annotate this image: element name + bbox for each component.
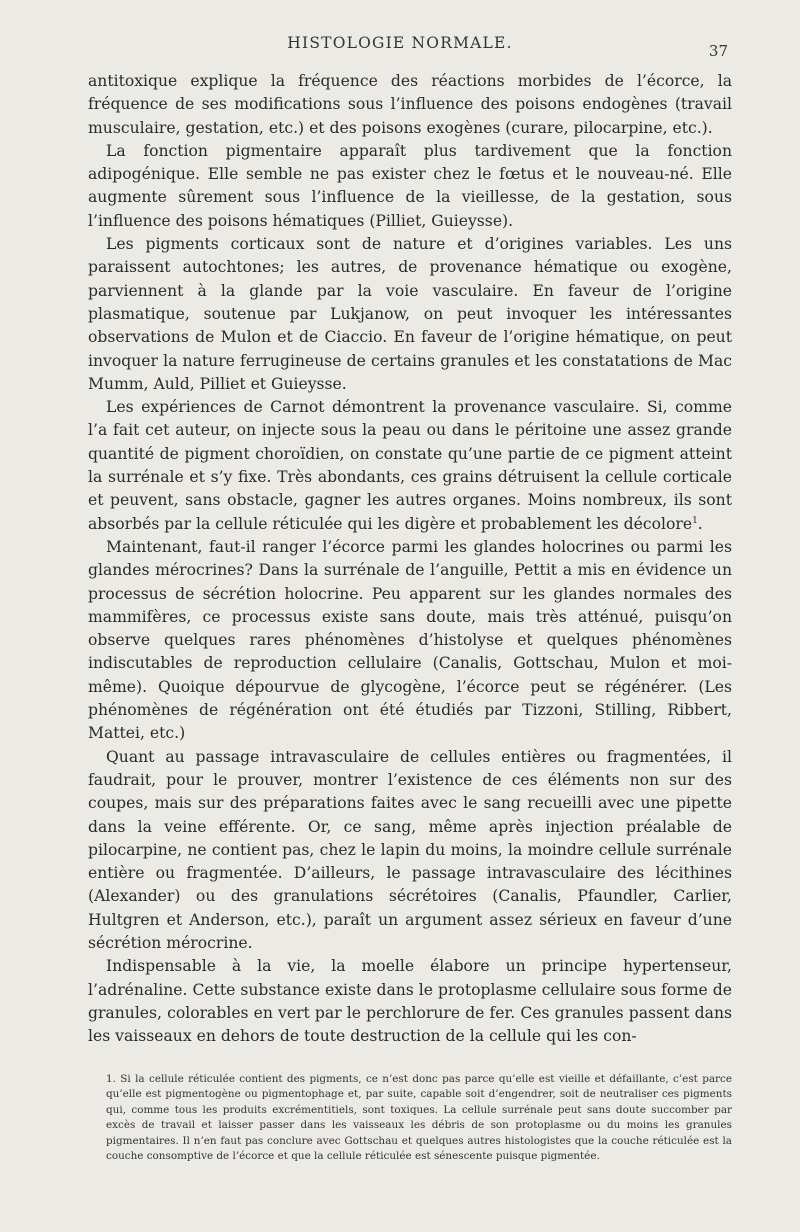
paragraph-6: Quant au passage intravasculaire de cellules entières ou fragmentées, il faudrait, pour le prouver, montrer l’existence de ces éléments non sur des coupes, mais sur des préparations faites avec le sang recueilli avec une pipette dans la veine efférente. Or, ce sang, même après injection préalable de pilocarpine, ne contient pas, chez le lapin du moins, la moindre cellule surrénale entière ou fragmentée. D’ailleurs, le passage intravasculaire des lécithines (Alexander) ou des granulations sécrétoires (Canalis, Pfaundler, Carlier, Hultgren et Anderson, etc.), paraît un argument assez sérieux en faveur d’une sécrétion mérocrine. bbox=[88, 747, 732, 952]
paragraph-4-end: . bbox=[697, 514, 703, 533]
paragraph-7: Indispensable à la vie, la moelle élabore un principe hypertenseur, l’adrénaline. Cette substance existe dans le protoplasme cellulaire sous forme de granules, colorables en vert par le perchlorure de fer. Ces granules passent dans les vaisseaux en dehors de toute destruction de la cellule qui les con- bbox=[88, 957, 732, 1046]
paragraph-5: Maintenant, faut-il ranger l’écorce parmi les glandes holocrines ou parmi les glandes mérocrines? Dans la surrénale de l’anguille, Pettit a mis en évidence un processus de sécrétion holocrine. Peu apparent sur les glandes normales des mammifères, ce processus existe sans doute, mais très atténué, puisqu’on observe quelques rares phénomènes d’histolyse et quelques phénomènes indiscutables de reproduction cellulaire (Canalis, Gottschau, Mulon et moi-même). Quoique dépourvue de glycogène, l’écorce peut se régénérer. (Les phénomènes de régénération ont été étudiés par Tizzoni, Stilling, Ribbert, Mattei, etc.) bbox=[88, 537, 732, 743]
running-title: HISTOLOGIE NORMALE. bbox=[287, 34, 513, 52]
paragraph-2: La fonction pigmentaire apparaît plus tardivement que la fonction adipogénique. Elle semble ne pas exister chez le fœtus et le nouveau-né. Elle augmente sûrement sous l’influence de la vieillesse, de la gestation, sous l’influence des poisons hématiques (Pilliet, Guieysse). bbox=[88, 141, 732, 230]
footnote: 1. Si la cellule réticulée contient des pigments, ce n’est donc pas parce qu’elle est vieille et défaillante, c’est parce qu’elle est pigmentogène ou pigmentophage et, par suite, capable soit d’engendrer, soit de neutraliser ces pigments qui, comme tous les produits excrémentitiels, sont toxiques. La cellule surrénale peut sans doute succomber par excès de travail et laisser passer dans les vaisseaux les débris de son protoplasme ou du moins les granules pigmentaires. Il n’en faut pas conclure avec Gottschau et quelques autres histologistes que la couche réticulée est la couche consomptive de l’écorce et que la cellule réticulée est sénescente puisque pigmentée. bbox=[106, 1073, 732, 1163]
body-text bbox=[88, 70, 732, 1048]
paragraph-4 bbox=[88, 396, 732, 536]
paragraph-4-text: Les expériences de Carnot démontrent la provenance vasculaire. Si, comme l’a fait cet auteur, on injecte sous la peau ou dans le péritoine une assez grande quantité de pigment choroïdien, on constate qu’une partie de ce pigment atteint la surrénale et s’y fixe. Très abondants, ces grains détruisent la cellule corticale et peuvent, sans obstacle, gagner les autres organes. Moins nombreux, ils sont absorbés par la cellule réticulée qui les digère et probablement les décolore bbox=[88, 398, 732, 533]
footnote-reference: 1 bbox=[692, 515, 698, 526]
page-number: 37 bbox=[708, 42, 728, 60]
paragraph-3: Les pigments corticaux sont de nature et d’origines variables. Les uns paraissent autochtones; les autres, de provenance hématique ou exogène, parviennent à la glande par la voie vasculaire. En faveur de l’origine plasmatique, soutenue par Lukjanow, on peut invoquer les intéressantes observations de Mulon et de Ciaccio. En faveur de l’origine hématique, on peut invoquer la nature ferrugineuse de certains granules et les constatations de Mac Mumm, Auld, Pilliet et Guieysse. bbox=[88, 235, 732, 393]
paragraph-1: antitoxique explique la fréquence des réactions morbides de l’écorce, la fréquence de ses modifications sous l’influence des poisons endogènes (travail musculaire, gestation, etc.) et des poisons exogènes (curare, pilocarpine, etc.). bbox=[88, 72, 732, 137]
running-head bbox=[0, 34, 800, 58]
